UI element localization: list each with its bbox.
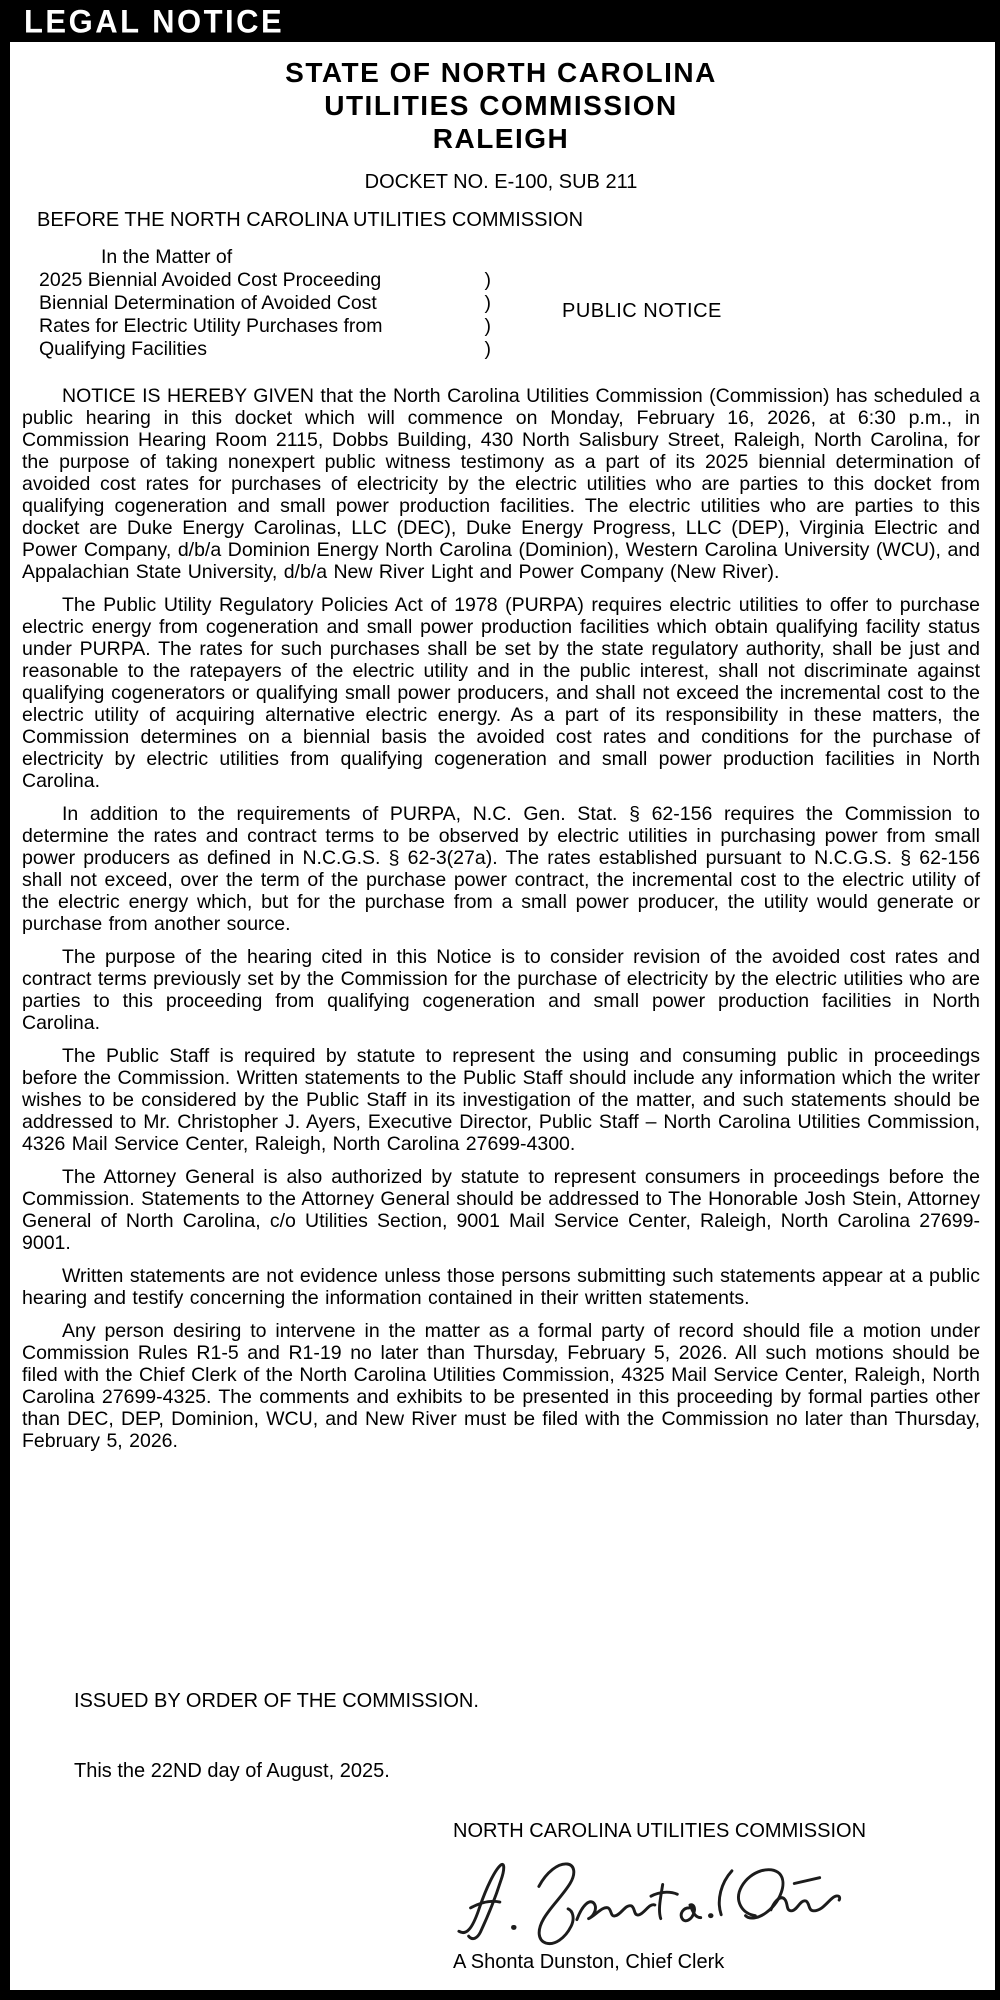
caption-line: [39, 292, 491, 315]
notice-paragraph: The Attorney General is also authorized by statute to represent consumers in proceedings before the Commission. Statements to the Attorney General should be addressed to The Honorable Josh Stein, Attorney General of North Carolina, c/o Utilities Section, 9001 Mail Service Center, Raleigh, North Carolina 27699-9001.: [22, 1166, 980, 1254]
notice-paragraph: Written statements are not evidence unless those persons submitting such statements appear at a public hearing and testify concerning the information contained in their written statements.: [22, 1265, 980, 1309]
caption-line-text: Biennial Determination of Avoided Cost: [39, 292, 377, 314]
caption-paren: ): [484, 338, 491, 360]
docket-number: DOCKET NO. E-100, SUB 211: [364, 171, 638, 193]
notice-body: [22, 385, 980, 1452]
title-line-state: STATE OF NORTH CAROLINA: [285, 57, 717, 88]
date-line: This the 22ND day of August, 2025.: [74, 1760, 390, 1782]
notice-paragraph: The purpose of the hearing cited in this Notice is to consider revision of the avoided cost rates and contract terms previously set by the Commission for the purchase of electricity by the electric utilities who are parties to this proceeding from qualifying cogeneration and small power production facilities in North Carolina.: [22, 946, 980, 1034]
caption-paren: ): [484, 269, 491, 291]
notice-paragraph: NOTICE IS HEREBY GIVEN that the North Carolina Utilities Commission (Commission) has scheduled a public hearing in this docket which will commence on Monday, February 16, 2026, at 6:30 p.m., in Commission Hearing Room 2115, Dobbs Building, 430 North Salisbury Street, Raleigh, North Carolina, for the purpose of taking nonexpert public witness testimony as a part of its 2025 biennial determination of avoided cost rates for purchases of electricity by the electric utilities who are parties to this docket from qualifying cogeneration and small power production facilities. The electric utilities who are parties to this docket are Duke Energy Carolinas, LLC (DEC), Duke Energy Progress, LLC (DEP), Virginia Electric and Power Company, d/b/a Dominion Energy North Carolina (Dominion), Western Carolina University (WCU), and Appalachian State University, d/b/a New River Light and Power Company (New River).: [22, 385, 980, 583]
public-notice-label: PUBLIC NOTICE: [562, 300, 722, 322]
commission-name: NORTH CAROLINA UTILITIES COMMISSION: [453, 1820, 867, 1842]
title-line-commission: UTILITIES COMMISSION: [324, 90, 678, 121]
notice-document: [0, 42, 1000, 2000]
caption-left-column: [39, 246, 491, 361]
caption-line: [39, 315, 491, 338]
signature-block: [453, 1820, 988, 1974]
caption-line-text: Rates for Electric Utility Purchases from: [39, 315, 383, 337]
caption-paren: ): [484, 292, 491, 314]
notice-paragraph: In addition to the requirements of PURPA, N.C. Gen. Stat. § 62-156 requires the Commission to determine the rates and contract terms to be observed by electric utilities in purchasing power from small power producers as defined in N.C.G.S. § 62-3(27a). The rates established pursuant to N.C.G.S. § 62-156 shall not exceed, over the term of the purchase power contract, the incremental cost to the electric utility of the electric energy which, but for the purchase from a small power producer, the utility would generate or purchase from another source.: [22, 803, 980, 935]
signer-name: A Shonta Dunston, Chief Clerk: [453, 1951, 725, 1973]
signature-image: [455, 1857, 845, 1949]
issued-by-order-line: ISSUED BY ORDER OF THE COMMISSION.: [74, 1690, 479, 1712]
caption-line-text: Qualifying Facilities: [39, 338, 207, 360]
notice-paragraph: Any person desiring to intervene in the matter as a formal party of record should file a motion under Commission Rules R1-5 and R1-19 no later than Thursday, February 5, 2026. All such motions should be filed with the Chief Clerk of the North Carolina Utilities Commission, 4325 Mail Service Center, Raleigh, North Carolina 27699-4325. The comments and exhibits to be presented in this proceeding by formal parties other than DEC, DEP, Dominion, WCU, and New River must be filed with the Commission no later than Thursday, February 5, 2026.: [22, 1320, 980, 1452]
page-title: [22, 56, 980, 155]
title-line-city: RALEIGH: [432, 123, 570, 154]
caption-line: [39, 338, 491, 361]
notice-paragraph: The Public Utility Regulatory Policies Act of 1978 (PURPA) requires electric utilities to offer to purchase electric energy from cogeneration and small power production facilities which obtain qualifying facility status under PURPA. The rates for such purchases shall be set by the state regulatory authority, shall be just and reasonable to the ratepayers of the electric utility and in the public interest, shall not discriminate against qualifying cogenerators or qualifying small power producers, and shall not exceed the incremental cost to the electric utility of acquiring alternative electric energy. As a part of its responsibility in these matters, the Commission determines on a biennial basis the avoided cost rates and conditions for the purchase of electricity by electric utilities from qualifying cogeneration and small power production facilities in North Carolina.: [22, 594, 980, 792]
caption-line-text: 2025 Biennial Avoided Cost Proceeding: [39, 269, 382, 291]
banner-title: LEGAL NOTICE: [24, 2, 285, 40]
before-commission-line: BEFORE THE NORTH CAROLINA UTILITIES COMMISSION: [37, 209, 584, 231]
in-the-matter-label: In the Matter of: [101, 246, 233, 268]
caption-line: [39, 269, 491, 292]
notice-paragraph: The Public Staff is required by statute to represent the using and consuming public in proceedings before the Commission. Written statements to the Public Staff should include any information which the writer wishes to be considered by the Public Staff in its investigation of the matter, and such statements should be addressed to Mr. Christopher J. Ayers, Executive Director, Public Staff – North Carolina Utilities Commission, 4326 Mail Service Center, Raleigh, North Carolina 27699-4300.: [22, 1045, 980, 1155]
caption-paren: ): [484, 315, 491, 337]
legal-notice-banner: [0, 0, 1000, 42]
case-caption: [22, 246, 980, 361]
